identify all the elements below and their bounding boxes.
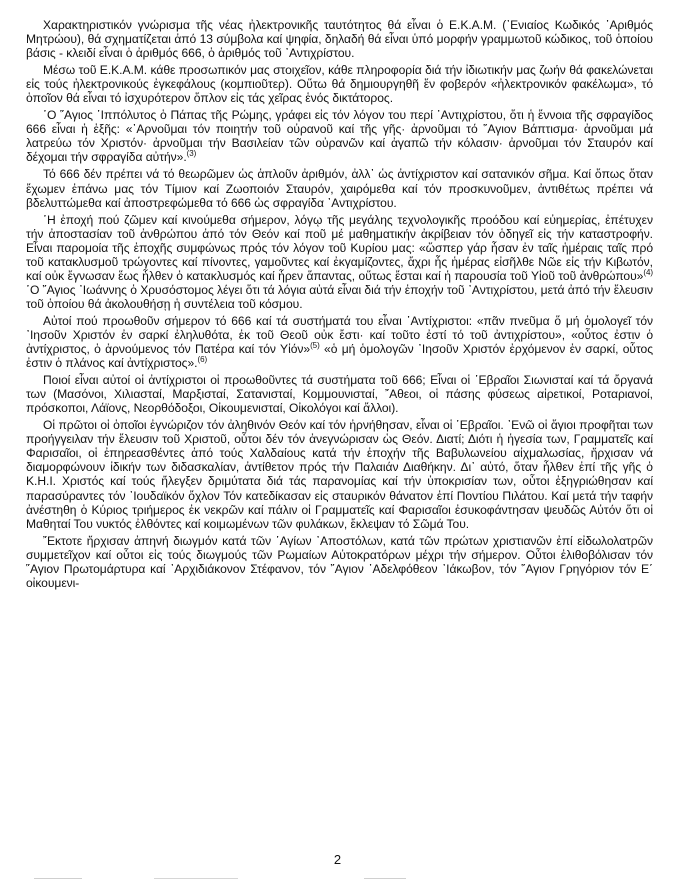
paragraph: [26, 108, 653, 164]
paragraph-text: ῾Ο ῞Αγιος ᾿Ιωάννης ὁ Χρυσόστομος λέγει ὅτι τά λόγια αὐτά εἶναι διά τήν ἐποχήν τοῦ ᾿Αντιχρίστου, μετά ἀπό τήν ἔλευσιν τοῦ ὁποίου θά ἀκολουθήσῃ ἡ συντέλεια τοῦ κόσμου.: [26, 282, 653, 311]
paragraph: [26, 18, 653, 60]
paragraph: [26, 167, 653, 209]
paragraph: [26, 63, 653, 105]
paragraph: [26, 213, 653, 311]
paragraph: [26, 314, 653, 370]
body-text: [26, 18, 653, 593]
paragraph-text: ῾Ο ῞Αγιος ῾Ιππόλυτος ὁ Πάπας τῆς Ρώμης, γράφει εἰς τόν λόγον του περί ᾿Αντιχρίστου, ὅτι ἡ ἔννοια τῆς σφραγίδος 666 εἶναι ἡ ἑξῆς: «᾿Αρνοῦμαι τόν ποιητήν τοῦ οὐρανοῦ καί τῆς γῆς· ἀρνοῦμαι τό ῞Αγιον Βάπτισμα· ἀρνοῦμαι μά λατρεύω τόν Χριστόν· ἀρνοῦμαι τήν Βασιλείαν τῶν οὐρανῶν καί ἀγαπῶ τήν κόλασιν· ἀρνοῦμαι τόν Σταυρόν καί δέχομαι τήν σφραγίδα αὐτήν».: [26, 108, 653, 165]
footnote-ref: (6): [197, 355, 208, 365]
paragraph: [26, 418, 653, 530]
footnote-ref: (3): [186, 149, 197, 159]
paragraph-text: Τό 666 δέν πρέπει νά τό θεωρῶμεν ὡς ἁπλοῦν ἀριθμόν, ἀλλ᾿ ὡς ἀντίχριστον καί σατανικόν σῆμα. Καί ὅπως ὅταν ἔχωμεν ἐπάνω μας τόν Τίμιον καί Ζωοποιόν Σταυρόν, χαιρόμεθα καί τόν προσκυνοῦμεν, ἀντιθέτως πρέπει νά βδελυττώμεθα καί ἀποστρεφώμεθα τό 666 ὡς σφραγίδα ᾿Αντιχρίστου.: [26, 167, 653, 210]
footnote-ref: (5): [310, 341, 320, 350]
paragraph-text: ῎Εκτοτε ἤρχισαν ἀπηνή διωγμόν κατά τῶν ῾Αγίων ᾿Αποστόλων, κατά τῶν πρώτων χριστιανῶν ἐπί εἰδωλολατρῶν συμμετεῖχον καί οὗτοι εἰς τούς διωγμούς τῶν Ρωμαίων Αὐτοκρατόρων μέχρι τήν σήμερον. Οὗτοι ἐλιθοβόλισαν τόν ῞Αγιον Πρωτομάρτυρα καί ᾿Αρχιδιάκονον Στέφανον, τόν ῞Αγιον ᾿Αδελφόθεον ᾿Ιάκωβον, τόν ῞Αγιον Γρηγόριον τόν Ε΄ οἰκουμενι-: [26, 533, 653, 590]
paragraph-text: Μέσω τοῦ Ε.Κ.Α.Μ. κάθε προσωπικόν μας στοιχεῖον, κάθε πληροφορία διά τήν ἰδιωτικήν μας ζωήν θά φακελώνεται εἰς τούς ἠλεκτρονικούς ἐγκεφάλους (κομπιοῦτερ). Οὕτω θά δημιουργηθῆ ἕν φοβερόν «ἠλεκτρονικόν φακέλωμα», τό ὁποῖον θά εἶναι τό ἰσχυρότερον ὅπλον εἰς τάς χεῖρας ἑνός δικτάτορος.: [26, 63, 653, 106]
paragraph: [26, 373, 653, 415]
scan-artifact-line: [34, 878, 634, 879]
paragraph: [26, 534, 653, 590]
footnote-ref: (4): [643, 267, 653, 277]
paragraph-text: ῾Η ἐποχή πού ζῶμεν καί κινούμεθα σήμερον, λόγῳ τῆς μεγάλης τεχνολογικῆς προόδου καί εὐημερίας, ἐπέτυχεν τήν ἀποστασίαν τοῦ ἀνθρώπου ἀπό τόν Θεόν καί ποῦ μέ μαθηματικήν ἀκρίβειαν τόν ὁδηγεῖ εἰς τήν καταστροφήν. Εἶναι παρομοία τῆς ἐποχῆς συμφώνως πρός τόν λόγον τοῦ Κυρίου μας: «ὥσπερ γάρ ἦσαν ἐν ταῖς ἡμέραις ταῖς πρό τοῦ κατακλυσμοῦ τρώγοντες καί πίνοντες, γαμοῦντες καί ἐκγαμίζοντες, ἄχρι ἧς ἡμέρας εἰσῆλθε Νῶε εἰς τήν Κιβωτόν, καί οὐκ ἔγνωσαν ἕως ἦλθεν ὁ κατακλυσμός καί ἦρεν ἅπαντας, οὕτως ἔσται καί ἡ παρουσία τοῦ Υἱοῦ τοῦ ἀνθρώπου»: [26, 212, 653, 283]
paragraph-text: «ὁ μή ὁμολογῶν ᾿Ιησοῦν Χριστόν ἐρχόμενον ἐν σαρκί, οὗτος ἐστιν ὁ πλάνος καί ἀντίχριστος».: [26, 342, 654, 371]
paragraph-text: Αὐτοί πού προωθοῦν σήμερον τό 666 καί τά συστήματά του εἶναι ᾿Αντίχριστοι: «πᾶν πνεῦμα ὅ μή ὁμολογεῖ τόν ᾿Ιησοῦν Χριστόν ἐν σαρκί ἐληλυθότα, ἐκ τοῦ Θεοῦ οὐκ ἔστι· καί τοῦτο ἐστί τό τοῦ ἀντιχρίστου», «οὗτος ἐστιν ὁ ἀντίχριστος, ὁ ἀρνούμενος τόν Πατέρα καί τόν Υἱόν»: [26, 313, 653, 357]
paragraph-text: Οἱ πρῶτοι οἱ ὁποῖοι ἐγνώριζον τόν ἀληθινόν Θεόν καί τόν ἠρνήθησαν, εἶναι οἱ ῾Εβραῖοι. ᾿Ενῶ οἱ ἅγιοι προφῆται των προήγγειλαν τήν ἔλευσιν τοῦ Χριστοῦ, οὗτοι δέν τόν ἀνεγνώρισαν ὡς Θεόν. Διατί; Διότι ἡ ἡγεσία των, Γραμματεῖς καί Φαρισαῖοι, οἱ ἐπηρεασθέντες ἀπό τούς Χαλδαίους κατά τήν ἐποχήν τῆς Βαβυλωνείου αἰχμαλωσίας, ἤρχισαν νά διαμορφώνουν ἰδικήν των διδασκαλίαν, ἀντίθετον πρός τήν Παλαιάν Διαθήκην. Δι᾿ αὐτό, ὅταν ἦλθεν ἐπί τῆς γῆς ὁ Κ.Η.Ι. Χριστός καί τούς ἤλεγξεν δριμύτατα διά τάς παρανομίας καί τήν ὑποκρισίαν των, οὗτοι ἐξηγριώθησαν καί παρασύραντες τόν ᾿Ιουδαϊκόν ὄχλον Τόν κατεδίκασαν εἰς σταυρικόν θάνατον ἐπί Ποντίου Πιλάτου. Καί μετά τήν ταφήν ἀνέστηθη ὁ Κύριος τριήμερος ἐκ νεκρῶν καί πάλιν οἱ Γραμματεῖς καί Φαρισαῖοι ἐσυκοφάντησαν ψευδῶς Αὐτόν ὅτι οἱ Μαθηταί Του νυκτός ἐλθόντες καί κοιμωμένων τῶν φυλάκων, ἔκλεψαν τό Σῶμά Του.: [26, 418, 653, 531]
paragraph-text: Ποιοί εἶναι αὐτοί οἱ ἀντίχριστοι οἱ προωθοῦντες τά συστήματα τοῦ 666; Εἶναι οἱ ῾Εβραῖοι Σιωνισταί καί τά ὄργανά των (Μασόνοι, Χιλιασταί, Μαρξισταί, Σατανισταί, Κομμουνισταί, ῎Αθεοι, οἱ πάσης φύσεως αἱρετικοί, Ροταριανοί, πρόσκοποι, Λάϊονς, Νεορθόδοξοι, Οἰκουμενισταί, Οἰκολόγοι καί ἄλλοι).: [26, 373, 653, 416]
page-number: 2: [333, 852, 342, 867]
paragraph-text: Χαρακτηριστικόν γνώρισμα τῆς νέας ἠλεκτρονικῆς ταυτότητος θά εἶναι ὁ Ε.Κ.Α.Μ. (᾿Ενιαίος Κωδικός ᾿Αριθμός Μητρώου), θά σχηματίζεται ἀπό 13 σύμβολα καί ψηφία, δηλαδή θά εἶναι ὑπό μορφήν γραμμωτοῦ κώδικος, τοῦ ὁποίου βάσις - κλειδί εἶναι ὁ ἀριθμός 666, ὁ ἀριθμός τοῦ ᾿Αντιχρίστου.: [26, 18, 653, 61]
